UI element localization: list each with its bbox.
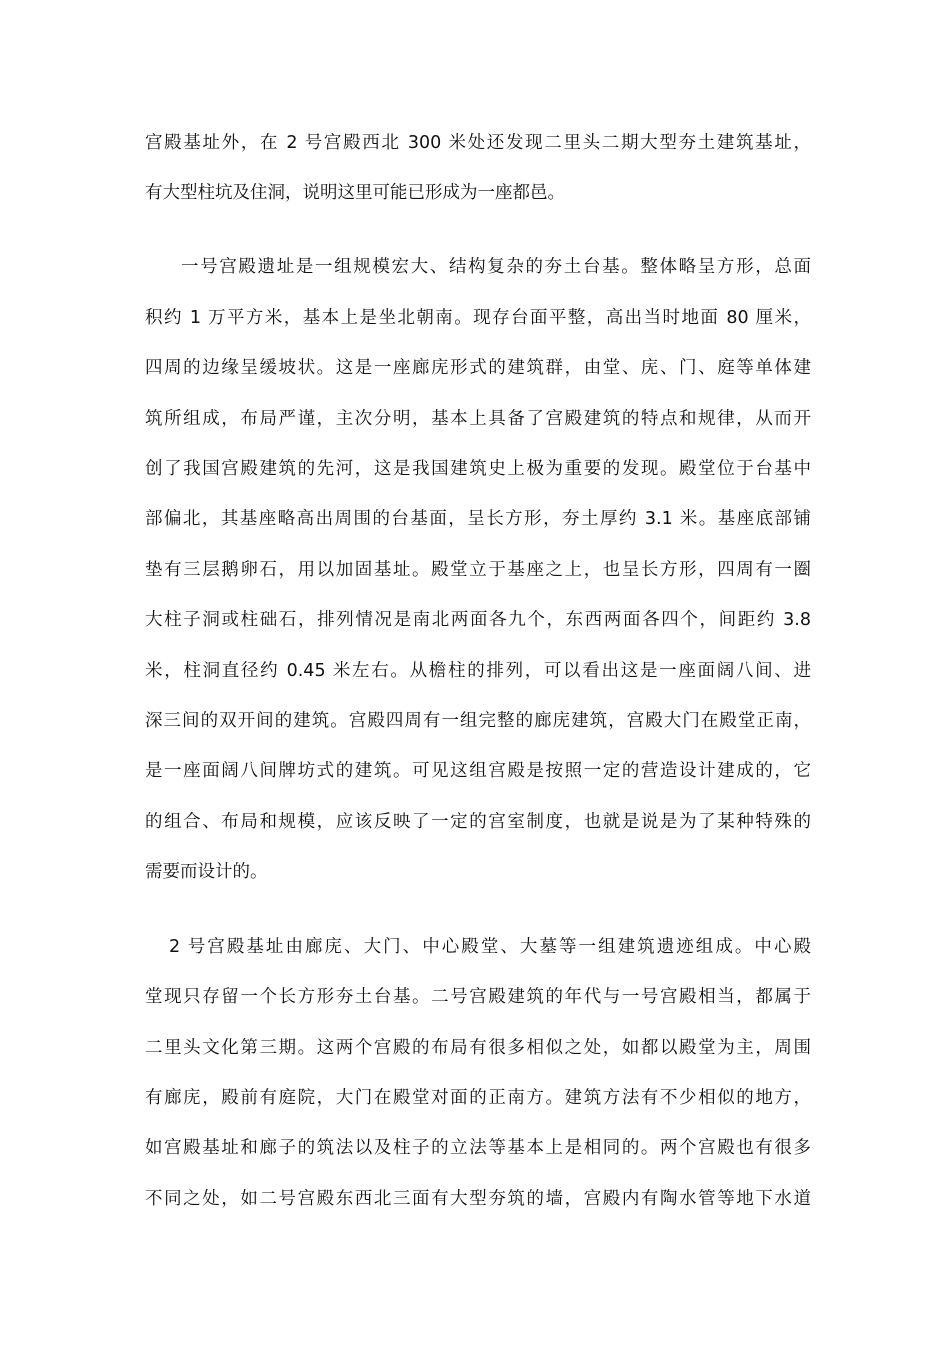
- paragraph-2-line-13: 需要而设计的。: [145, 862, 268, 882]
- paragraph-2-line-2: 积约 1 万平方米，基本上是坐北朝南。现存台面平整，高出当时地面 80 厘米，: [145, 308, 811, 328]
- paragraph-2-line-1: 一号宫殿遗址是一组规模宏大、结构复杂的夯土台基。整体略呈方形，总面: [181, 257, 811, 277]
- paragraph-2-line-4: 筑所组成，布局严谨，主次分明，基本上具备了宫殿建筑的特点和规律，从而开: [145, 409, 811, 429]
- paragraph-2-line-11: 是一座面阔八间牌坊式的建筑。可见这组宫殿是按照一定的营造设计建成的，它: [145, 761, 811, 781]
- paragraph-2-line-7: 垫有三层鹅卵石，用以加固基址。殿堂立于基座之上，也呈长方形，四周有一圈: [145, 560, 811, 580]
- paragraph-2-line-5: 创了我国宫殿建筑的先河，这是我国建筑史上极为重要的发现。殿堂位于台基中: [145, 459, 811, 479]
- paragraph-1-line-2: 有大型柱坑及住洞，说明这里可能已形成为一座都邑。: [145, 183, 565, 203]
- paragraph-3-line-5: 如宫殿基址和廊子的筑法以及柱子的立法等基本上是相同的。两个宫殿也有很多: [145, 1138, 811, 1158]
- paragraph-3-line-1: 2 号宫殿基址由廊庑、大门、中心殿堂、大墓等一组建筑遗迹组成。中心殿: [169, 937, 811, 957]
- paragraph-2-line-10: 深三间的双开间的建筑。宫殿四周有一组完整的廊庑建筑，宫殿大门在殿堂正南，: [145, 711, 811, 731]
- paragraph-3-line-2: 堂现只存留一个长方形夯土台基。二号宫殿建筑的年代与一号宫殿相当，都属于: [145, 987, 811, 1007]
- paragraph-2-line-8: 大柱子洞或柱础石，排列情况是南北两面各九个，东西两面各四个，间距约 3.8: [145, 610, 811, 630]
- paragraph-3-line-3: 二里头文化第三期。这两个宫殿的布局有很多相似之处，如都以殿堂为主，周围: [145, 1038, 811, 1058]
- paragraph-3-line-6: 不同之处，如二号宫殿东西北三面有大型夯筑的墙，宫殿内有陶水管等地下水道: [145, 1189, 811, 1209]
- paragraph-2-line-3: 四周的边缘呈缓坡状。这是一座廊庑形式的建筑群，由堂、庑、门、庭等单体建: [145, 358, 811, 378]
- paragraph-2-line-6: 部偏北，其基座略高出周围的台基面，呈长方形，夯土厚约 3.1 米。基座底部铺: [145, 509, 811, 529]
- paragraph-3-line-4: 有廊庑，殿前有庭院，大门在殿堂对面的正南方。建筑方法有不少相似的地方，: [145, 1088, 811, 1108]
- paragraph-2-line-9: 米，柱洞直径约 0.45 米左右。从檐柱的排列，可以看出这是一座面阔八间、进: [145, 661, 811, 681]
- paragraph-1-line-1: 宫殿基址外，在 2 号宫殿西北 300 米处还发现二里头二期大型夯土建筑基址，: [145, 133, 811, 153]
- paragraph-2-line-12: 的组合、布局和规模，应该反映了一定的宫室制度，也就是说是为了某种特殊的: [145, 812, 811, 832]
